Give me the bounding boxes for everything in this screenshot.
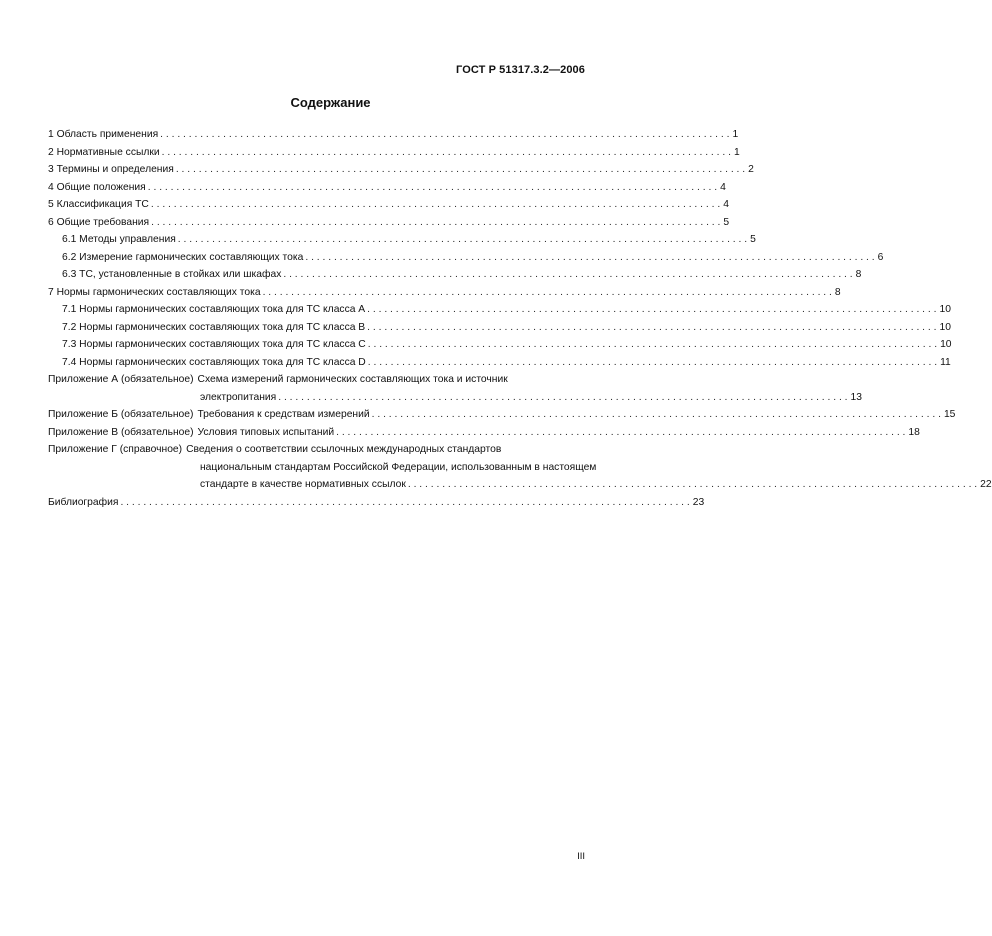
toc-appendix-g[interactable]: Приложение Г (справочное) Сведения о соответствии ссылочных международных стандартов (48, 444, 502, 455)
toc-appendix-g-last[interactable]: стандарте в качестве нормативных ссылок . . . 22 (48, 476, 585, 494)
toc-entry-7-4[interactable]: 7.4 Нормы гармонических составляющих тока для ТС класса D . . . 11 (48, 354, 585, 372)
toc-entry-5[interactable]: 5 Классификация ТС . . . 4 (48, 196, 585, 214)
table-of-contents (48, 126, 992, 511)
toc-entry-6[interactable]: 6 Общие требования . . . 5 (48, 214, 585, 232)
toc-entry-2[interactable]: 2 Нормативные ссылки . . . 1 (48, 144, 585, 162)
toc-entry-1[interactable]: 1 Область применения . . . 1 (48, 126, 585, 144)
toc-entry-7[interactable]: 7 Нормы гармонических составляющих тока . . . 8 (48, 284, 585, 302)
toc-entry-7-3[interactable]: 7.3 Нормы гармонических составляющих тока для ТС класса С . . . 10 (48, 336, 585, 354)
page-number: III (577, 851, 585, 862)
toc-title: Содержание (290, 95, 371, 110)
toc-bibliography[interactable]: Библиография . . . 23 (48, 494, 585, 512)
toc-entry-7-1[interactable]: 7.1 Нормы гармонических составляющих тока для ТС класса А . . . 10 (48, 301, 585, 319)
toc-entry-6-1[interactable]: 6.1 Методы управления . . . 5 (48, 231, 585, 249)
toc-entry-3[interactable]: 3 Термины и определения . . . 2 (48, 161, 585, 179)
toc-entry-7-2[interactable]: 7.2 Нормы гармонических составляющих тока для ТС класса В . . . 10 (48, 319, 585, 337)
toc-appendix-b[interactable]: Приложение Б (обязательное) Требования к средствам измерений . . . 15 (48, 406, 585, 424)
toc-appendix-g-line2: национальным стандартам Российской Федерации, использованным в настоящем (200, 461, 597, 473)
document-id: ГОСТ Р 51317.3.2—2006 (456, 64, 585, 76)
toc-appendix-a[interactable]: Приложение А (обязательное) Схема измерений гармонических составляющих тока и источник (48, 374, 508, 385)
toc-entry-6-2[interactable]: 6.2 Измерение гармонических составляющих тока . . . 6 (48, 249, 585, 267)
toc-appendix-v[interactable]: Приложение В (обязательное) Условия типовых испытаний . . . 18 (48, 424, 585, 442)
toc-entry-6-3[interactable]: 6.3 ТС, установленные в стойках или шкафах . . . 8 (48, 266, 585, 284)
toc-appendix-a-last[interactable]: электропитания . . . 13 (48, 389, 585, 407)
toc-entry-4[interactable]: 4 Общие положения . . . 4 (48, 179, 585, 197)
